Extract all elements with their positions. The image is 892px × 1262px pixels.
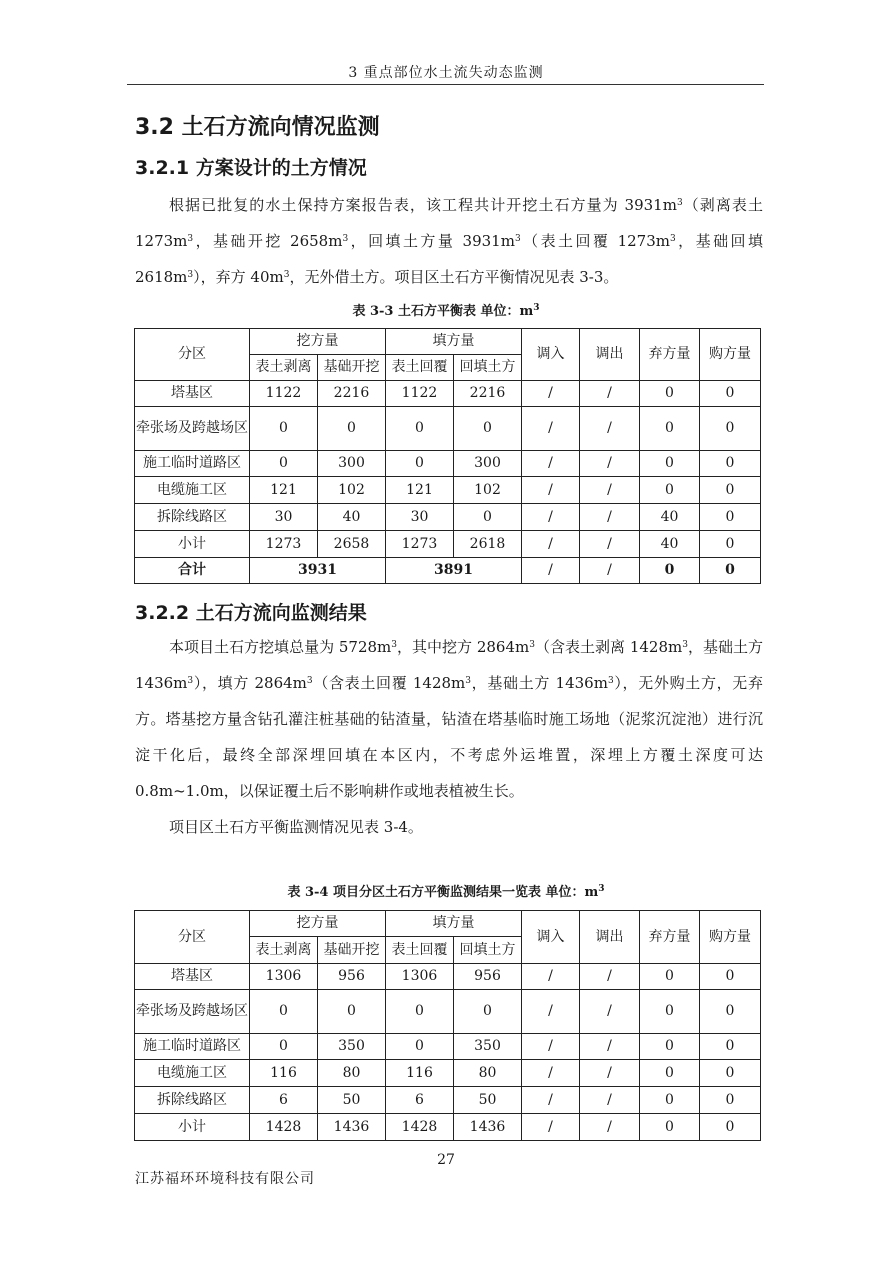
table-row: 电缆施工区 121 102 121 102 / / 0 0 [135, 477, 761, 504]
table-row: 施工临时道路区 0 350 0 350 / / 0 0 [135, 1034, 761, 1060]
header-topsoil-cover: 表土回覆 [386, 937, 454, 964]
table-row: 施工临时道路区 0 300 0 300 / / 0 0 [135, 451, 761, 477]
header-purchase: 购方量 [700, 329, 761, 381]
table-row: 塔基区 1122 2216 1122 2216 / / 0 0 [135, 381, 761, 407]
header-topsoil-strip: 表土剥离 [250, 937, 318, 964]
subsection-title-1: 3.2.1 方案设计的土方情况 [135, 157, 367, 179]
paragraph-design-earthwork: 根据已批复的水土保持方案报告表，该工程共计开挖土石方量为 $3931m^3$（剥离表土 $1273m^3$，基础开挖 $2658m^3$，回填土方量 $3931m^3$（表土回覆 $1273m^3$，基础回填 $2618m^3$），弃方 $40m^3$，无外借土方。项目区土石方平衡情况见表 3-3。 [135, 196, 763, 286]
subsection-title-2: 3.2.2 土石方流向监测结果 [135, 602, 367, 624]
header-waste: 弃方量 [640, 911, 700, 964]
header-dig: 挖方量 [250, 911, 386, 937]
header-dig: 挖方量 [250, 329, 386, 355]
table-3-3 [134, 328, 761, 584]
table-row: 小计 1428 1436 1428 1436 / / 0 0 [135, 1114, 761, 1141]
running-header: 3 重点部位水土流失动态监测 [348, 65, 544, 81]
table-3-4 [134, 910, 761, 1141]
table-row: 小计 1273 2658 1273 2618 / / 40 0 [135, 531, 761, 558]
header-backfill: 回填土方 [454, 355, 522, 381]
header-transfer-out: 调出 [580, 329, 640, 381]
paragraph-table-ref: 项目区土石方平衡监测情况见表 3-4。 [169, 818, 423, 836]
header-fill: 填方量 [386, 329, 522, 355]
header-zone: 分区 [135, 329, 250, 381]
header-zone: 分区 [135, 911, 250, 964]
header-transfer-out: 调出 [580, 911, 640, 964]
header-backfill: 回填土方 [454, 937, 522, 964]
table-row: 拆除线路区 30 40 30 0 / / 40 0 [135, 504, 761, 531]
table-total-row: 合计 3931 3891 / / 0 0 [135, 558, 761, 584]
table-row: 拆除线路区 6 50 6 50 / / 0 0 [135, 1087, 761, 1114]
header-transfer-in: 调入 [522, 329, 580, 381]
header-rule [127, 84, 764, 85]
header-transfer-in: 调入 [522, 911, 580, 964]
page-number: 27 [437, 1152, 455, 1168]
footer-company: 江苏福环环境科技有限公司 [135, 1171, 315, 1187]
table-row: 电缆施工区 116 80 116 80 / / 0 0 [135, 1060, 761, 1087]
header-foundation-dig: 基础开挖 [318, 355, 386, 381]
header-topsoil-cover: 表土回覆 [386, 355, 454, 381]
header-topsoil-strip: 表土剥离 [250, 355, 318, 381]
header-fill: 填方量 [386, 911, 522, 937]
table-3-3-caption: 表 3-3 土石方平衡表 单位：$m^3$ [352, 303, 540, 319]
section-title: 3.2 土石方流向情况监测 [135, 115, 380, 140]
table-row: 牵张场及跨越场区 0 0 0 0 / / 0 0 [135, 407, 761, 451]
paragraph-monitoring-result: 本项目土石方挖填总量为 $5728m^3$，其中挖方 $2864m^3$（含表土剥离 $1428m^3$，基础土方 $1436m^3$），填方 $2864m^3$（含表土回覆 $1428m^3$，基础土方 $1436m^3$），无外购土方，无弃方。塔基挖方量含钻孔灌注桩基础的钻渣量，钻渣在塔基临时施工场地（泥浆沉淀池）进行沉淀干化后，最终全部深埋回填在本区内，不考虑外运堆置，深埋上方覆土深度可达 0.8m~1.0m，以保证覆土后不影响耕作或地表植被生长。 项目区土石方平衡监测情况见表 3-4。 [135, 629, 763, 845]
header-foundation-dig: 基础开挖 [318, 937, 386, 964]
table-row: 牵张场及跨越场区 0 0 0 0 / / 0 0 [135, 990, 761, 1034]
table-row: 塔基区 1306 956 1306 956 / / 0 0 [135, 964, 761, 990]
header-purchase: 购方量 [700, 911, 761, 964]
header-waste: 弃方量 [640, 329, 700, 381]
table-3-4-caption: 表 3-4 项目分区土石方平衡监测结果一览表 单位：$m^3$ [287, 884, 605, 900]
